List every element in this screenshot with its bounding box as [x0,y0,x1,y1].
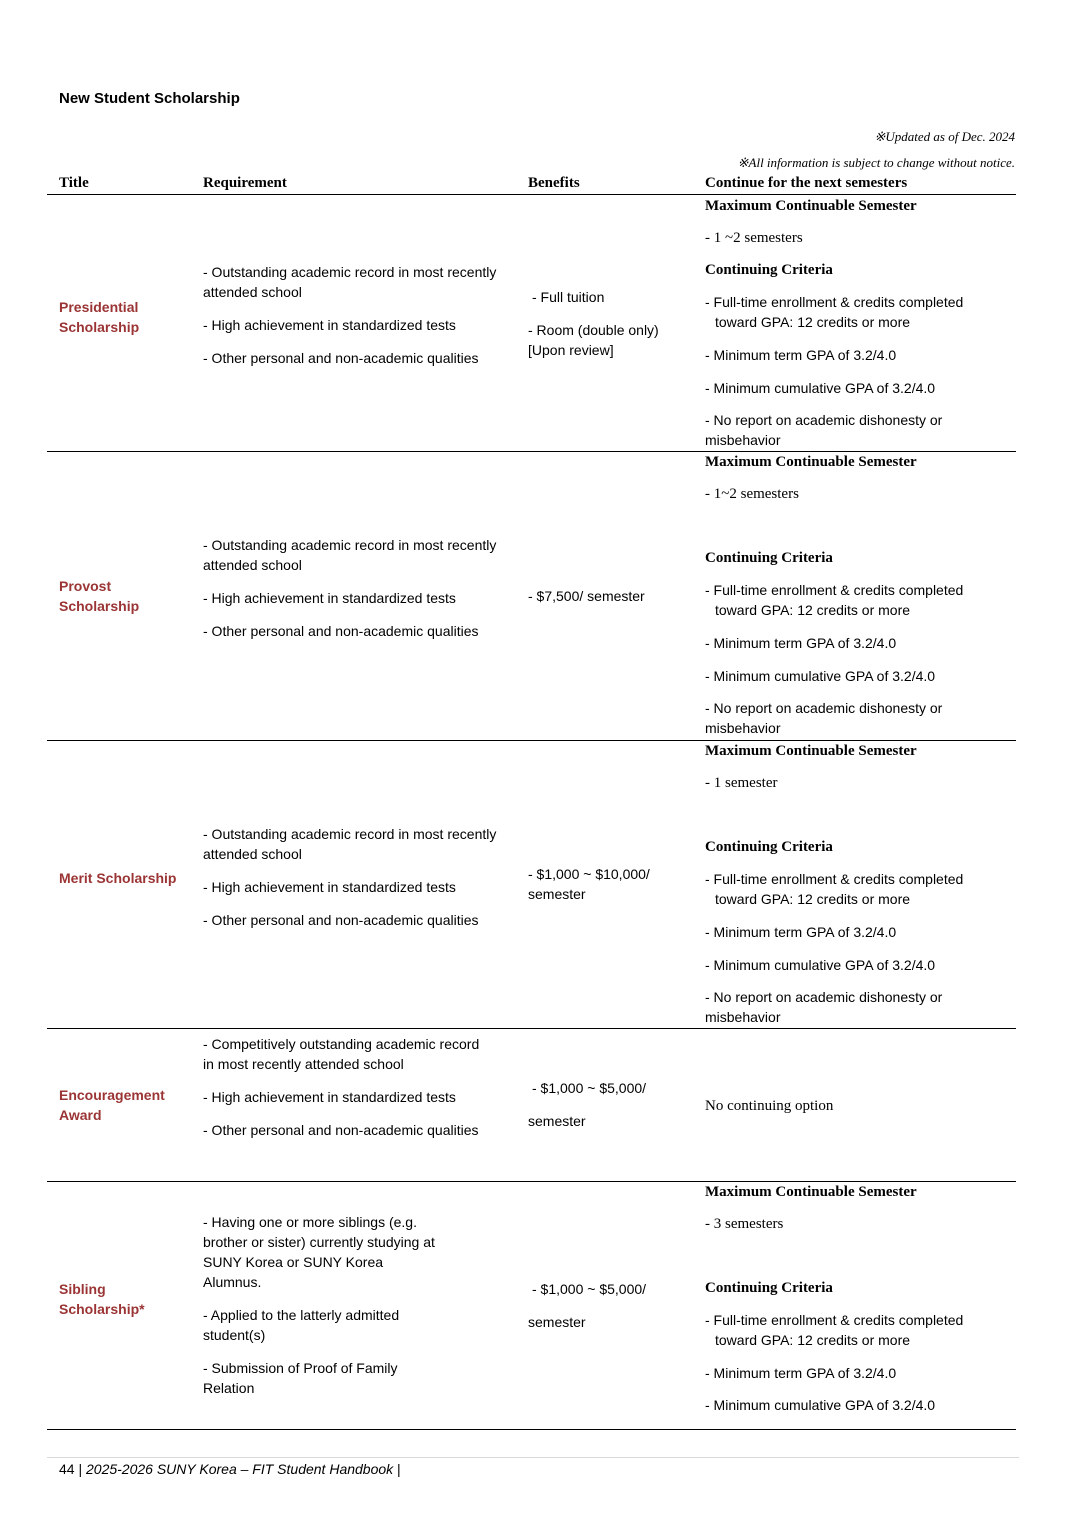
page-footer: 44 | 2025-2026 SUNY Korea – FIT Student Handbook | [59,1461,401,1477]
continue-info: Maximum Continuable Semester - 1~2 semesters Continuing Criteria - Full-time enrollment & credits completed toward GPA: 12 credits or more - Minimum term GPA of 3.2/4.0 - Minimum cumulative GPA of 3.2/4.0 - No report on academic dishonesty or misbehavior [705,452,1015,738]
max-semester-label: Maximum Continuable Semester [705,198,917,214]
header-benefits: Benefits [528,175,580,191]
criteria-label: Continuing Criteria [705,1280,833,1296]
continue-info: Maximum Continuable Semester - 1 semester Continuing Criteria - Full-time enrollment & credits completed toward GPA: 12 credits or more - Minimum term GPA of 3.2/4.0 - Minimum cumulative GPA of 3.2/4.0 - No report on academic dishonesty or misbehavior [705,741,1015,1027]
scholarship-title: Encouragement Award [59,1087,165,1123]
header-continue: Continue for the next semesters [705,175,908,191]
requirements: - Outstanding academic record in most recently attended school - High achievement in standardized tests - Other personal and non-academic qualities [203,264,497,366]
table-bottom-border [47,1429,1016,1430]
scholarship-title: Provost Scholarship [59,578,140,614]
scholarship-title: Merit Scholarship [59,870,177,886]
criteria-label: Continuing Criteria [705,262,833,278]
benefits: - $1,000 ~ $10,000/ semester [528,866,650,902]
continue-info: Maximum Continuable Semester - 1 ~2 semesters Continuing Criteria - Full-time enrollment & credits completed toward GPA: 12 credits or more - Minimum term GPA of 3.2/4.0 - Minimum cumulative GPA of 3.2/4.0 - No report on academic dishonesty or misbehavior [705,196,1015,450]
header-title: Title [59,175,89,191]
row-divider [47,1028,1016,1029]
max-semester-label: Maximum Continuable Semester [705,1184,917,1200]
no-continue-text: No continuing option [705,1098,834,1114]
page-number: 44 [59,1461,75,1477]
requirements: - Outstanding academic record in most recently attended school - High achievement in standardized tests - Other personal and non-academic qualities [203,826,497,928]
criteria-label: Continuing Criteria [705,550,833,566]
requirements: - Having one or more siblings (e.g. brother or sister) currently studying at SUNY Korea or SUNY Korea Alumnus. - Applied to the latterly admitted student(s) - Submission of Proof of Family Relation [203,1214,435,1396]
benefits: - $1,000 ~ $5,000/ semester [528,1281,647,1330]
handbook-title: 2025-2026 SUNY Korea – FIT Student Handbook [86,1461,394,1477]
benefits: - $1,000 ~ $5,000/ semester [528,1080,647,1129]
max-semester-value: - 3 semesters [705,1216,784,1232]
max-semester-label: Maximum Continuable Semester [705,454,917,470]
max-semester-value: - 1 ~2 semesters [705,230,803,246]
continue-info: Maximum Continuable Semester - 3 semesters Continuing Criteria - Full-time enrollment & credits completed toward GPA: 12 credits or more - Minimum term GPA of 3.2/4.0 - Minimum cumulative GPA of 3.2/4.0 [705,1182,1015,1415]
max-semester-value: - 1~2 semesters [705,486,799,502]
criteria-label: Continuing Criteria [705,839,833,855]
scholarship-title: Sibling Scholarship* [59,1281,145,1317]
footer-divider [47,1457,1019,1458]
benefits: - $7,500/ semester [528,588,645,604]
header-requirement: Requirement [203,175,287,191]
scholarship-title: Presidential Scholarship [59,299,140,335]
requirements: - Competitively outstanding academic record in most recently attended school - High achievement in standardized tests - Other personal and non-academic qualities [203,1036,480,1138]
requirements: - Outstanding academic record in most recently attended school - High achievement in standardized tests - Other personal and non-academic qualities [203,537,497,639]
disclaimer-note: ※All information is subject to change without notice. [737,155,1015,170]
updated-note: ※Updated as of Dec. 2024 [874,129,1015,144]
header-divider [47,194,1016,195]
page-heading: New Student Scholarship [59,90,240,107]
max-semester-value: - 1 semester [705,775,778,791]
benefits: - Full tuition - Room (double only) [Upon review] [528,289,659,358]
max-semester-label: Maximum Continuable Semester [705,743,917,759]
